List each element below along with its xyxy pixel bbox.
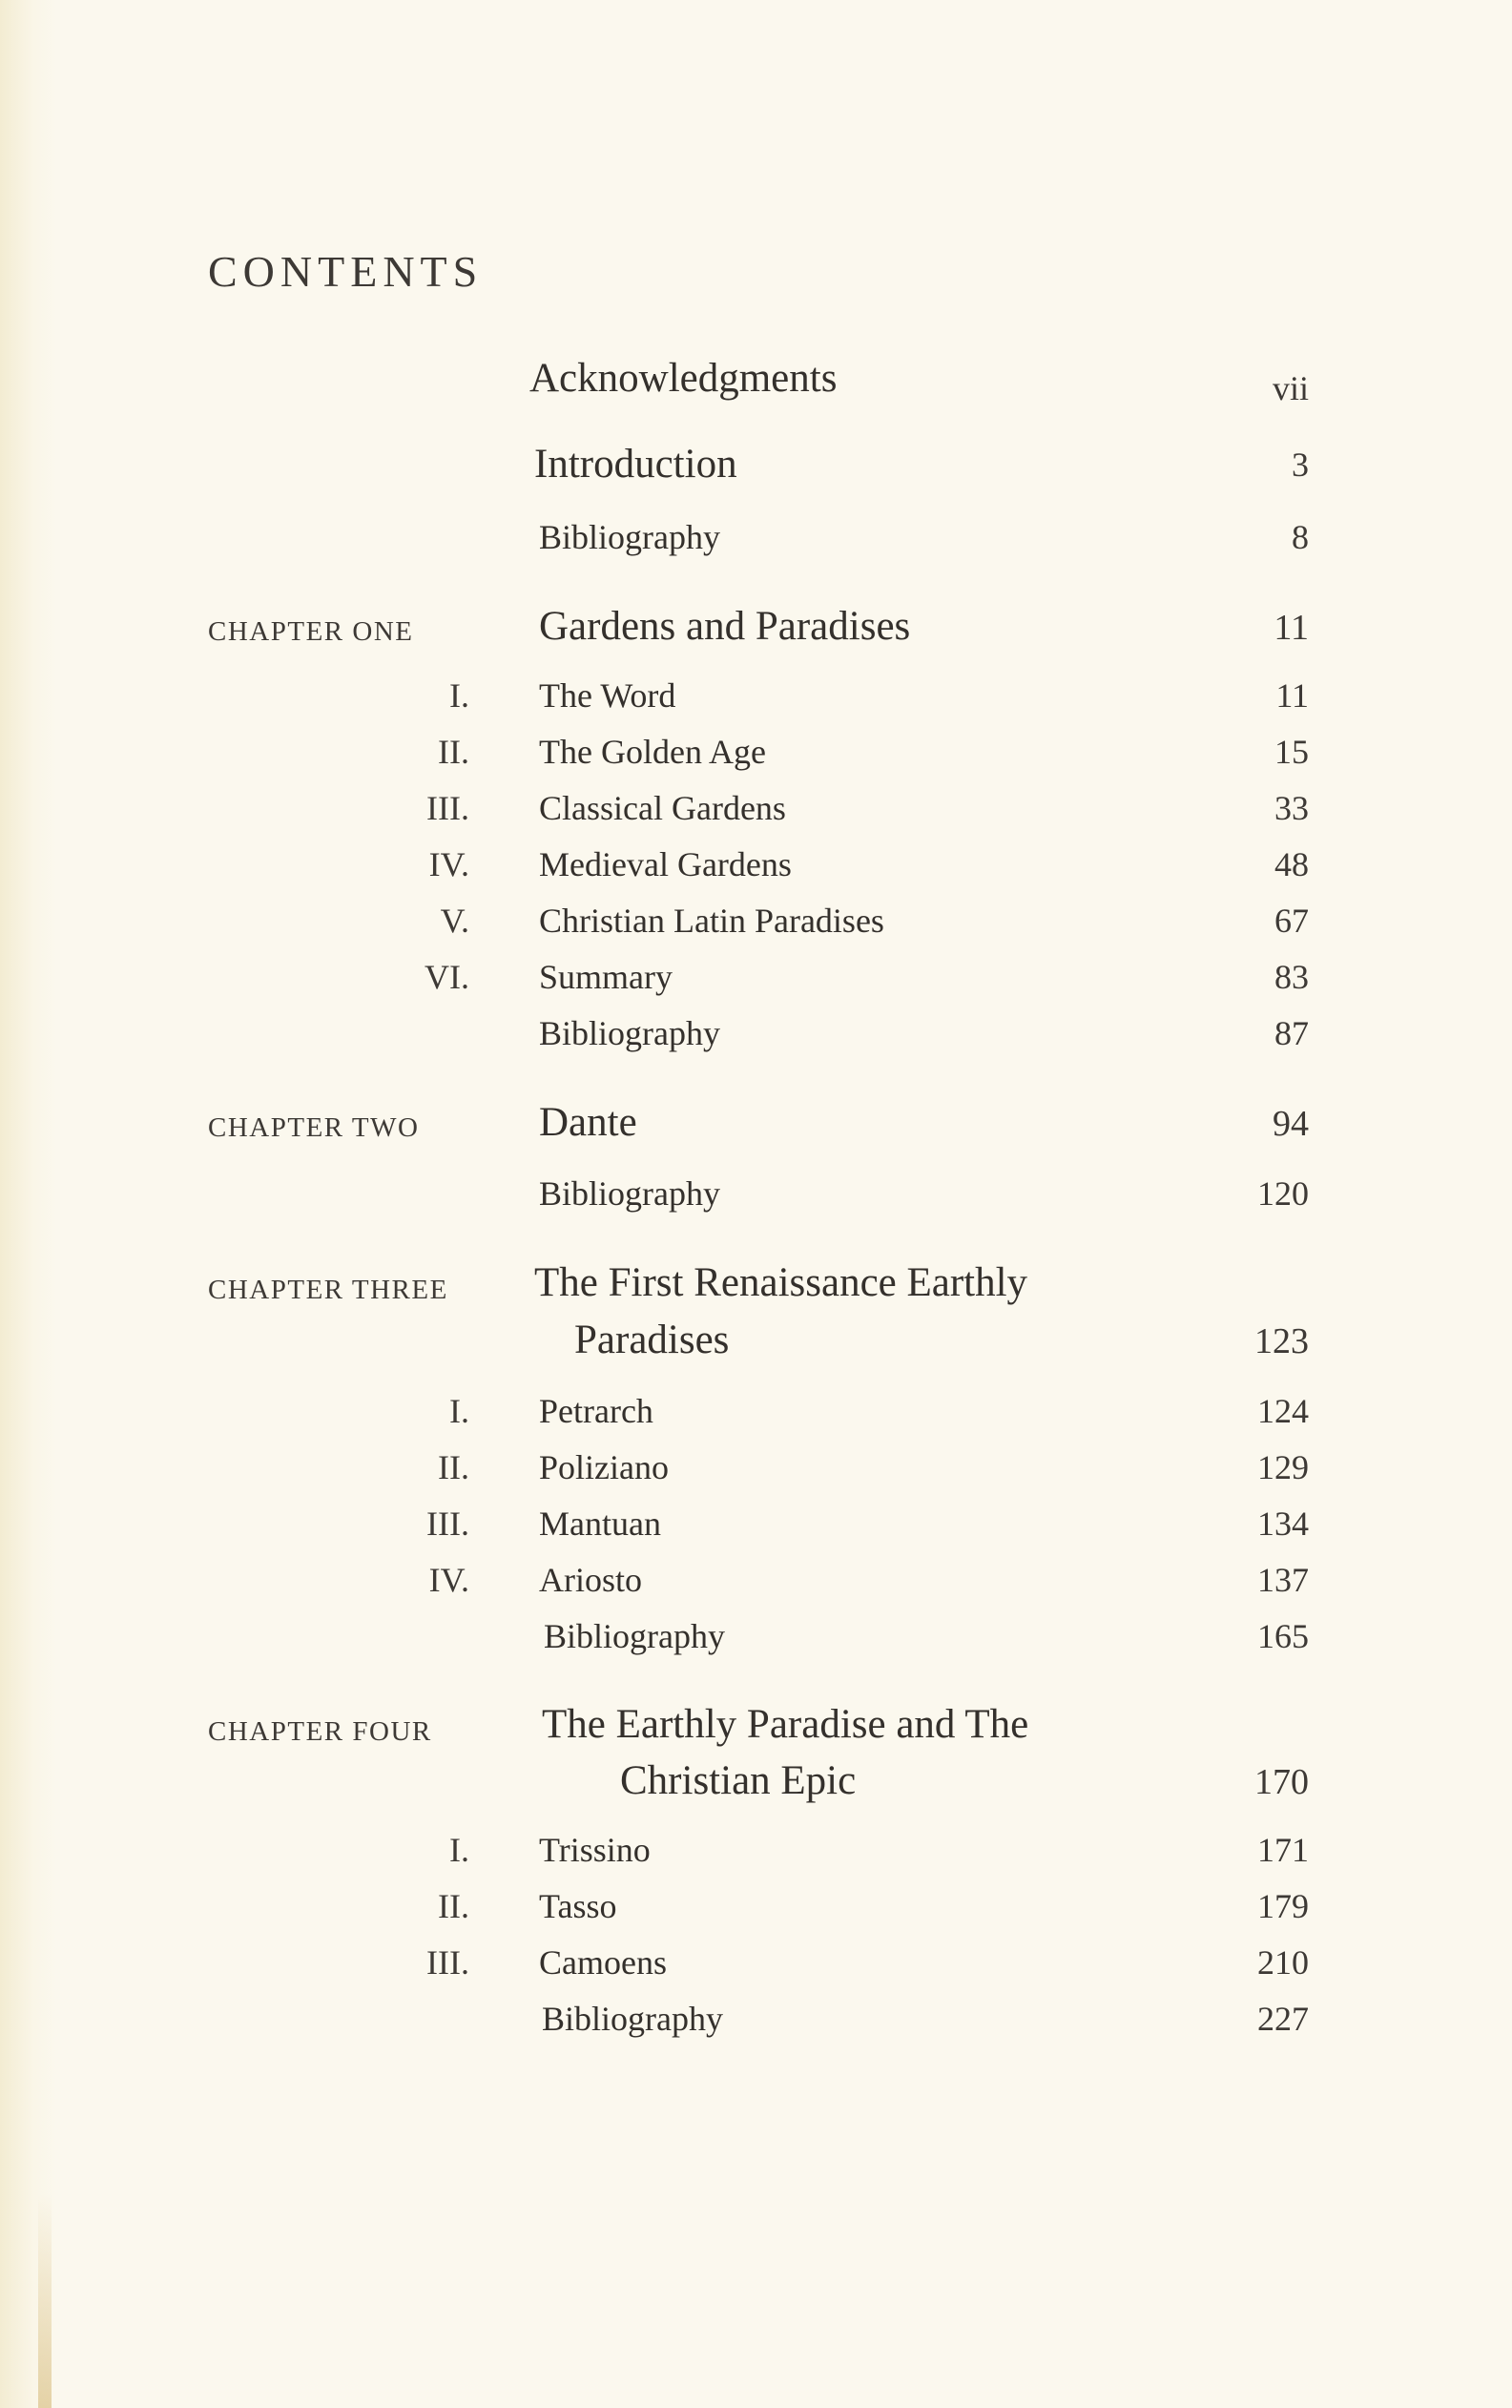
section-title: Christian Latin Paradises [539,902,884,940]
section-title: Bibliography [539,1174,720,1213]
section-page: 171 [1257,1831,1309,1869]
section-number: II. [438,1448,469,1486]
section-page: 11 [1275,676,1309,715]
contents-heading: CONTENTS [208,247,484,296]
entry-page: vii [1272,369,1309,407]
section-page: 210 [1257,1943,1309,1982]
section-title: The Word [539,676,676,715]
section-number: II. [438,1887,469,1925]
entry-page: 3 [1292,446,1309,484]
section-title: Poliziano [539,1448,669,1486]
section-title: Tasso [539,1887,617,1925]
chapter-title: Dante [539,1100,637,1145]
chapter-title: Gardens and Paradises [539,604,911,649]
chapter-page: 123 [1254,1321,1309,1361]
section-number: I. [449,1392,469,1430]
section-number: III. [426,1943,469,1982]
chapter-title-line1: The First Renaissance Earthly [534,1260,1028,1305]
chapter-label: CHAPTER FOUR [208,1716,432,1747]
section-title: Petrarch [539,1392,653,1430]
section-page: 137 [1257,1561,1309,1599]
section-page: 179 [1257,1887,1309,1925]
section-number: III. [426,1505,469,1543]
section-page: 165 [1257,1617,1309,1655]
section-title: Bibliography [542,2000,723,2038]
chapter-page: 170 [1254,1762,1309,1802]
section-page: 33 [1274,789,1309,827]
entry-title: Introduction [534,442,737,487]
entry-page: 8 [1292,518,1309,556]
chapter-label: CHAPTER THREE [208,1275,448,1305]
section-page: 120 [1257,1174,1309,1213]
chapter-page: 94 [1273,1104,1309,1144]
page-edge-shadow [0,0,57,2408]
section-number: III. [426,789,469,827]
chapter-title-line1: The Earthly Paradise and The [542,1702,1029,1747]
entry-title: Bibliography [539,518,720,556]
section-page: 15 [1274,733,1309,771]
section-number: II. [438,733,469,771]
section-number: IV. [428,1561,469,1599]
section-title: Classical Gardens [539,789,786,827]
chapter-label: CHAPTER ONE [208,616,414,647]
section-title: Mantuan [539,1505,661,1543]
page-edge-stain [38,2194,52,2408]
section-title: Medieval Gardens [539,845,792,883]
section-page: 83 [1274,958,1309,996]
section-number: I. [449,1831,469,1869]
section-number: IV. [428,845,469,883]
chapter-title-line2: Christian Epic [620,1758,857,1803]
section-number: V. [440,902,469,940]
section-page: 48 [1274,845,1309,883]
section-title: The Golden Age [539,733,766,771]
section-title: Ariosto [539,1561,642,1599]
section-page: 227 [1257,2000,1309,2038]
chapter-title-line2: Paradises [574,1318,730,1362]
section-title: Camoens [539,1943,667,1982]
chapter-page: 11 [1274,608,1309,648]
section-title: Bibliography [539,1014,720,1052]
section-number: VI. [425,958,469,996]
section-page: 129 [1257,1448,1309,1486]
section-title: Bibliography [544,1617,725,1655]
chapter-label: CHAPTER TWO [208,1112,420,1143]
section-title: Summary [539,958,673,996]
section-number: I. [449,676,469,715]
entry-title: Acknowledgments [529,356,838,401]
section-page: 124 [1257,1392,1309,1430]
section-page: 87 [1274,1014,1309,1052]
section-title: Trissino [539,1831,651,1869]
section-page: 67 [1274,902,1309,940]
section-page: 134 [1257,1505,1309,1543]
